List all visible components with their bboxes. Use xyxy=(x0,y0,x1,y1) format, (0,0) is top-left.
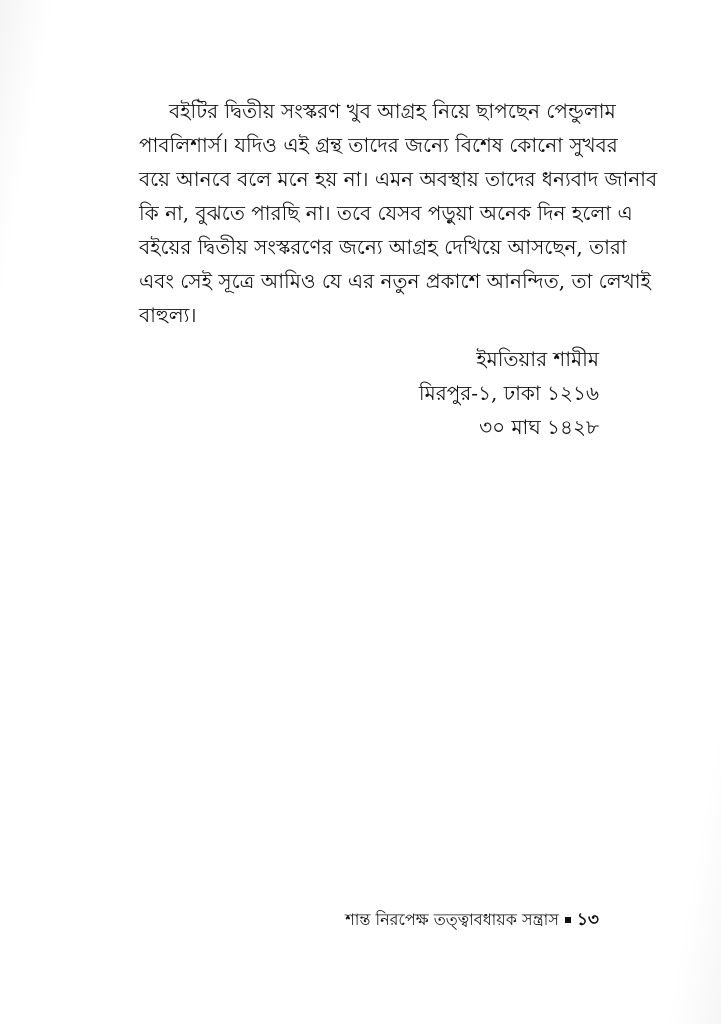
separator-bullet-icon xyxy=(565,917,571,923)
paragraph-line: কি না, বুঝতে পারছি না। তবে যেসব পড়ুয়া অনেক দিন হলো এ xyxy=(139,201,633,225)
signature-block xyxy=(419,342,599,444)
paragraph-line: এবং সেই সূত্রে আমিও যে এর নতুন প্রকাশে আনন্দিত, তা লেখাই xyxy=(139,269,651,293)
paragraph-line: বইটির দ্বিতীয় সংস্করণ খুব আগ্রহ নিয়ে ছাপছেন পেন্ডুলাম xyxy=(169,99,616,123)
page-footer xyxy=(345,908,599,932)
preface-paragraph xyxy=(139,94,658,332)
page-number: ১৩ xyxy=(576,910,599,930)
signature-date: ৩০ মাঘ ১৪২৮ xyxy=(479,415,599,439)
author-address: মিরপুর-১, ঢাকা ১২১৬ xyxy=(418,381,599,405)
paragraph-line: বয়ে আনবে বলে মনে হয় না। এমন অবস্থায় তাদের ধন্যবাদ জানাব xyxy=(139,167,658,191)
running-title: শান্ত নিরপেক্ষ তত্ত্বাবধায়ক সন্ত্রাস xyxy=(345,910,559,929)
author-name: ইমতিয়ার শামীম xyxy=(476,347,599,371)
paragraph-line: বইয়ের দ্বিতীয় সংস্করণের জন্যে আগ্রহ দেখিয়ে আসছেন, তারা xyxy=(139,235,627,259)
paragraph-line: পাবলিশার্স। যদিও এই গ্রন্থ তাদের জন্যে বিশেষ কোনো সুখবর xyxy=(139,133,618,157)
paragraph-line: বাহুল্য। xyxy=(139,303,197,327)
